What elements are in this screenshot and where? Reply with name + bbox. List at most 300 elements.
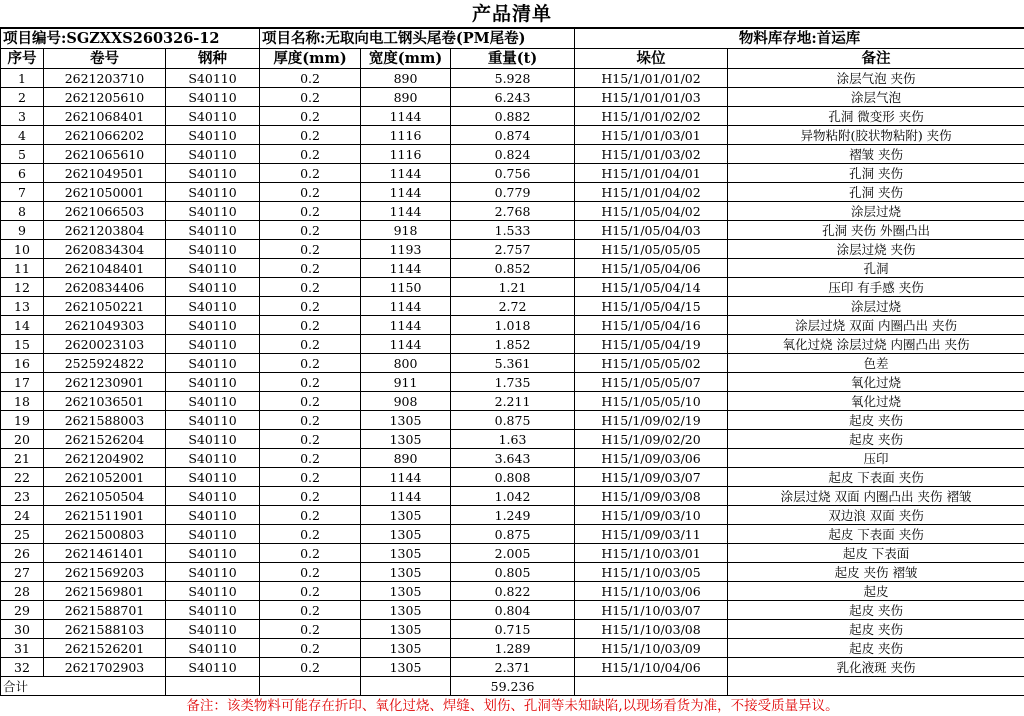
cell-remarks: 压印 [728,449,1024,468]
cell-remarks: 涂层过烧 [728,202,1024,221]
cell-width: 1305 [361,506,451,525]
cell-width: 1144 [361,487,451,506]
cell-remarks: 压印 有手感 夹伤 [728,278,1024,297]
cell-remarks: 起皮 夹伤 [728,430,1024,449]
table-row [1,354,1024,373]
cell-weight: 6.243 [451,88,575,107]
header-index: 序号 [1,49,44,69]
cell-coil-number: 2620834406 [44,278,166,297]
cell-weight: 1.63 [451,430,575,449]
cell-coil-number: 2621203804 [44,221,166,240]
cell-index: 21 [1,449,44,468]
cell-coil-number: 2621230901 [44,373,166,392]
cell-steel-grade: S40110 [166,392,260,411]
cell-stack-position: H15/1/09/03/07 [575,468,728,487]
total-empty-thickness [260,677,361,696]
table-row [1,259,1024,278]
cell-weight: 2.768 [451,202,575,221]
cell-coil-number: 2621050504 [44,487,166,506]
cell-weight: 3.643 [451,449,575,468]
cell-coil-number: 2621066503 [44,202,166,221]
cell-thickness: 0.2 [260,620,361,639]
cell-width: 800 [361,354,451,373]
table-row [1,145,1024,164]
cell-steel-grade: S40110 [166,183,260,202]
header-steel-grade: 钢种 [166,49,260,69]
cell-width: 1144 [361,202,451,221]
cell-weight: 0.756 [451,164,575,183]
cell-width: 1305 [361,544,451,563]
cell-stack-position: H15/1/10/03/09 [575,639,728,658]
cell-steel-grade: S40110 [166,620,260,639]
table-row [1,126,1024,145]
cell-weight: 0.805 [451,563,575,582]
cell-stack-position: H15/1/05/04/06 [575,259,728,278]
cell-width: 890 [361,88,451,107]
cell-index: 11 [1,259,44,278]
cell-index: 27 [1,563,44,582]
cell-thickness: 0.2 [260,639,361,658]
cell-remarks: 孔洞 微变形 夹伤 [728,107,1024,126]
cell-index: 25 [1,525,44,544]
cell-index: 23 [1,487,44,506]
cell-steel-grade: S40110 [166,126,260,145]
cell-weight: 1.289 [451,639,575,658]
table-row [1,202,1024,221]
cell-coil-number: 2621066202 [44,126,166,145]
cell-steel-grade: S40110 [166,88,260,107]
cell-steel-grade: S40110 [166,354,260,373]
table-row [1,164,1024,183]
cell-remarks: 孔洞 夹伤 [728,183,1024,202]
cell-weight: 5.928 [451,69,575,88]
storage-location: 物料库存地:首运库 [575,29,1024,49]
cell-width: 1144 [361,164,451,183]
cell-thickness: 0.2 [260,107,361,126]
cell-width: 1144 [361,468,451,487]
cell-remarks: 起皮 夹伤 [728,639,1024,658]
cell-steel-grade: S40110 [166,525,260,544]
total-empty-width [361,677,451,696]
cell-steel-grade: S40110 [166,411,260,430]
table-row [1,525,1024,544]
cell-index: 10 [1,240,44,259]
cell-coil-number: 2621526204 [44,430,166,449]
cell-thickness: 0.2 [260,487,361,506]
cell-index: 1 [1,69,44,88]
cell-steel-grade: S40110 [166,449,260,468]
cell-steel-grade: S40110 [166,544,260,563]
cell-thickness: 0.2 [260,525,361,544]
total-label: 合计 [1,677,166,696]
cell-stack-position: H15/1/01/02/02 [575,107,728,126]
cell-thickness: 0.2 [260,240,361,259]
cell-remarks: 乳化液斑 夹伤 [728,658,1024,677]
cell-width: 1305 [361,639,451,658]
cell-steel-grade: S40110 [166,506,260,525]
cell-coil-number: 2621569801 [44,582,166,601]
cell-remarks: 异物粘附(胶状物粘附) 夹伤 [728,126,1024,145]
cell-remarks: 双边浪 双面 夹伤 [728,506,1024,525]
cell-stack-position: H15/1/05/04/14 [575,278,728,297]
cell-thickness: 0.2 [260,126,361,145]
cell-width: 1144 [361,297,451,316]
cell-thickness: 0.2 [260,164,361,183]
cell-stack-position: H15/1/10/03/01 [575,544,728,563]
cell-index: 3 [1,107,44,126]
cell-weight: 1.018 [451,316,575,335]
cell-weight: 0.804 [451,601,575,620]
cell-coil-number: 2621036501 [44,392,166,411]
cell-stack-position: H15/1/01/03/01 [575,126,728,145]
total-row [1,677,1024,696]
cell-coil-number: 2621049501 [44,164,166,183]
total-empty-stack [575,677,728,696]
cell-index: 4 [1,126,44,145]
cell-thickness: 0.2 [260,430,361,449]
cell-stack-position: H15/1/10/03/06 [575,582,728,601]
table-row [1,563,1024,582]
cell-width: 1144 [361,259,451,278]
table-row [1,468,1024,487]
cell-remarks: 涂层气泡 夹伤 [728,69,1024,88]
cell-remarks: 褶皱 夹伤 [728,145,1024,164]
cell-coil-number: 2621702903 [44,658,166,677]
table-row [1,88,1024,107]
cell-weight: 1.249 [451,506,575,525]
cell-index: 29 [1,601,44,620]
cell-remarks: 涂层气泡 [728,88,1024,107]
cell-remarks: 孔洞 夹伤 [728,164,1024,183]
cell-weight: 2.72 [451,297,575,316]
cell-coil-number: 2621050221 [44,297,166,316]
cell-weight: 0.824 [451,145,575,164]
cell-index: 5 [1,145,44,164]
cell-thickness: 0.2 [260,544,361,563]
project-name: 项目名称:无取向电工钢头尾卷(PM尾卷) [260,29,575,49]
cell-coil-number: 2621461401 [44,544,166,563]
cell-steel-grade: S40110 [166,259,260,278]
cell-weight: 0.882 [451,107,575,126]
cell-width: 918 [361,221,451,240]
cell-weight: 2.371 [451,658,575,677]
cell-steel-grade: S40110 [166,145,260,164]
cell-steel-grade: S40110 [166,240,260,259]
cell-index: 31 [1,639,44,658]
cell-thickness: 0.2 [260,354,361,373]
cell-index: 17 [1,373,44,392]
cell-steel-grade: S40110 [166,563,260,582]
cell-steel-grade: S40110 [166,297,260,316]
table-row [1,658,1024,677]
cell-width: 1305 [361,620,451,639]
cell-remarks: 氧化过烧 [728,392,1024,411]
cell-index: 2 [1,88,44,107]
cell-thickness: 0.2 [260,145,361,164]
cell-coil-number: 2621068401 [44,107,166,126]
cell-steel-grade: S40110 [166,164,260,183]
cell-stack-position: H15/1/09/03/11 [575,525,728,544]
cell-index: 6 [1,164,44,183]
table-row [1,107,1024,126]
cell-index: 19 [1,411,44,430]
cell-index: 26 [1,544,44,563]
cell-thickness: 0.2 [260,221,361,240]
cell-weight: 2.005 [451,544,575,563]
cell-thickness: 0.2 [260,259,361,278]
cell-weight: 1.042 [451,487,575,506]
cell-width: 1144 [361,316,451,335]
cell-remarks: 起皮 夹伤 褶皱 [728,563,1024,582]
table-row [1,582,1024,601]
cell-thickness: 0.2 [260,563,361,582]
table-row [1,221,1024,240]
cell-coil-number: 2621050001 [44,183,166,202]
cell-stack-position: H15/1/01/04/01 [575,164,728,183]
table-row [1,411,1024,430]
cell-weight: 2.757 [451,240,575,259]
cell-stack-position: H15/1/05/04/15 [575,297,728,316]
cell-coil-number: 2621205610 [44,88,166,107]
cell-steel-grade: S40110 [166,373,260,392]
cell-index: 12 [1,278,44,297]
cell-remarks: 起皮 夹伤 [728,411,1024,430]
footer-note: 备注：该类物料可能存在折印、氧化过烧、焊缝、划伤、孔洞等未知缺陷,以现场看货为准，不接受质量异议。 [1,696,1024,716]
cell-remarks: 起皮 下表面 [728,544,1024,563]
cell-thickness: 0.2 [260,582,361,601]
cell-thickness: 0.2 [260,658,361,677]
cell-remarks: 氧化过烧 涂层过烧 内圈凸出 夹伤 [728,335,1024,354]
cell-stack-position: H15/1/09/03/10 [575,506,728,525]
cell-steel-grade: S40110 [166,316,260,335]
cell-thickness: 0.2 [260,449,361,468]
cell-index: 13 [1,297,44,316]
cell-remarks: 氧化过烧 [728,373,1024,392]
table-row [1,183,1024,202]
cell-thickness: 0.2 [260,297,361,316]
cell-index: 24 [1,506,44,525]
cell-remarks: 涂层过烧 夹伤 [728,240,1024,259]
cell-coil-number: 2525924822 [44,354,166,373]
table-row [1,297,1024,316]
cell-coil-number: 2620834304 [44,240,166,259]
header-stack-position: 垛位 [575,49,728,69]
table-row [1,392,1024,411]
cell-index: 16 [1,354,44,373]
cell-stack-position: H15/1/10/04/06 [575,658,728,677]
cell-coil-number: 2620023103 [44,335,166,354]
cell-width: 911 [361,373,451,392]
project-code: 项目编号:SGZXXS260326-12 [1,29,260,49]
cell-width: 1116 [361,145,451,164]
cell-width: 1193 [361,240,451,259]
cell-stack-position: H15/1/01/04/02 [575,183,728,202]
cell-remarks: 起皮 下表面 夹伤 [728,525,1024,544]
cell-thickness: 0.2 [260,69,361,88]
cell-weight: 0.715 [451,620,575,639]
cell-remarks: 起皮 夹伤 [728,601,1024,620]
cell-remarks: 起皮 [728,582,1024,601]
table-row [1,620,1024,639]
cell-coil-number: 2621511901 [44,506,166,525]
total-weight: 59.236 [451,677,575,696]
table-row [1,506,1024,525]
cell-stack-position: H15/1/05/04/16 [575,316,728,335]
table-row [1,373,1024,392]
cell-remarks: 涂层过烧 双面 内圈凸出 夹伤 褶皱 [728,487,1024,506]
header-weight: 重量(t) [451,49,575,69]
total-empty-remarks [728,677,1024,696]
header-width: 宽度(mm) [361,49,451,69]
cell-weight: 0.779 [451,183,575,202]
cell-weight: 0.808 [451,468,575,487]
cell-steel-grade: S40110 [166,468,260,487]
table-row [1,69,1024,88]
cell-steel-grade: S40110 [166,278,260,297]
cell-weight: 0.874 [451,126,575,145]
cell-width: 1305 [361,430,451,449]
cell-steel-grade: S40110 [166,601,260,620]
cell-stack-position: H15/1/10/03/05 [575,563,728,582]
cell-stack-position: H15/1/05/05/07 [575,373,728,392]
cell-stack-position: H15/1/05/04/19 [575,335,728,354]
cell-stack-position: H15/1/05/05/10 [575,392,728,411]
table-row [1,240,1024,259]
cell-remarks: 色差 [728,354,1024,373]
cell-steel-grade: S40110 [166,69,260,88]
cell-thickness: 0.2 [260,316,361,335]
table-row [1,335,1024,354]
table-row [1,601,1024,620]
cell-index: 15 [1,335,44,354]
cell-weight: 1.735 [451,373,575,392]
cell-remarks: 涂层过烧 [728,297,1024,316]
cell-index: 28 [1,582,44,601]
cell-stack-position: H15/1/10/03/07 [575,601,728,620]
cell-stack-position: H15/1/05/04/03 [575,221,728,240]
cell-stack-position: H15/1/01/01/03 [575,88,728,107]
cell-remarks: 起皮 下表面 夹伤 [728,468,1024,487]
cell-stack-position: H15/1/05/05/05 [575,240,728,259]
total-empty-grade [166,677,260,696]
cell-coil-number: 2621049303 [44,316,166,335]
header-remarks: 备注 [728,49,1024,69]
cell-stack-position: H15/1/05/05/02 [575,354,728,373]
cell-coil-number: 2621588103 [44,620,166,639]
cell-width: 1144 [361,183,451,202]
cell-coil-number: 2621048401 [44,259,166,278]
cell-width: 1144 [361,107,451,126]
cell-width: 908 [361,392,451,411]
cell-thickness: 0.2 [260,183,361,202]
cell-thickness: 0.2 [260,88,361,107]
cell-stack-position: H15/1/05/04/02 [575,202,728,221]
cell-coil-number: 2621526201 [44,639,166,658]
cell-width: 1305 [361,582,451,601]
cell-width: 1305 [361,658,451,677]
cell-steel-grade: S40110 [166,221,260,240]
table-row [1,487,1024,506]
cell-width: 1144 [361,335,451,354]
cell-index: 32 [1,658,44,677]
cell-thickness: 0.2 [260,601,361,620]
cell-weight: 0.822 [451,582,575,601]
cell-coil-number: 2621569203 [44,563,166,582]
cell-weight: 2.211 [451,392,575,411]
footer-note-row [1,696,1024,716]
cell-width: 1150 [361,278,451,297]
cell-coil-number: 2621500803 [44,525,166,544]
cell-weight: 0.875 [451,525,575,544]
cell-steel-grade: S40110 [166,487,260,506]
cell-remarks: 涂层过烧 双面 内圈凸出 夹伤 [728,316,1024,335]
cell-coil-number: 2621588701 [44,601,166,620]
cell-steel-grade: S40110 [166,335,260,354]
table-row [1,278,1024,297]
cell-width: 1116 [361,126,451,145]
cell-coil-number: 2621588003 [44,411,166,430]
header-thickness: 厚度(mm) [260,49,361,69]
table-row [1,316,1024,335]
cell-index: 18 [1,392,44,411]
cell-remarks: 孔洞 夹伤 外圈凸出 [728,221,1024,240]
cell-width: 890 [361,449,451,468]
cell-stack-position: H15/1/09/03/06 [575,449,728,468]
project-info-row [1,29,1024,49]
cell-stack-position: H15/1/01/01/02 [575,69,728,88]
cell-stack-position: H15/1/10/03/08 [575,620,728,639]
cell-thickness: 0.2 [260,278,361,297]
table-header-row [1,49,1024,69]
cell-index: 20 [1,430,44,449]
cell-steel-grade: S40110 [166,107,260,126]
cell-weight: 0.852 [451,259,575,278]
cell-thickness: 0.2 [260,411,361,430]
cell-steel-grade: S40110 [166,639,260,658]
table-row [1,639,1024,658]
cell-stack-position: H15/1/01/03/02 [575,145,728,164]
cell-steel-grade: S40110 [166,658,260,677]
cell-stack-position: H15/1/09/03/08 [575,487,728,506]
cell-index: 7 [1,183,44,202]
cell-coil-number: 2621204902 [44,449,166,468]
cell-weight: 5.361 [451,354,575,373]
cell-stack-position: H15/1/09/02/20 [575,430,728,449]
cell-remarks: 起皮 夹伤 [728,620,1024,639]
page-title: 产品清单 [0,0,1024,28]
cell-width: 890 [361,69,451,88]
cell-index: 9 [1,221,44,240]
cell-thickness: 0.2 [260,202,361,221]
cell-coil-number: 2621203710 [44,69,166,88]
cell-index: 30 [1,620,44,639]
product-table [0,28,1024,716]
cell-width: 1305 [361,601,451,620]
table-row [1,449,1024,468]
cell-stack-position: H15/1/09/02/19 [575,411,728,430]
cell-steel-grade: S40110 [166,582,260,601]
cell-width: 1305 [361,563,451,582]
cell-width: 1305 [361,525,451,544]
cell-weight: 1.852 [451,335,575,354]
cell-thickness: 0.2 [260,335,361,354]
cell-coil-number: 2621065610 [44,145,166,164]
cell-weight: 1.21 [451,278,575,297]
cell-remarks: 孔洞 [728,259,1024,278]
cell-steel-grade: S40110 [166,202,260,221]
cell-thickness: 0.2 [260,373,361,392]
cell-weight: 1.533 [451,221,575,240]
